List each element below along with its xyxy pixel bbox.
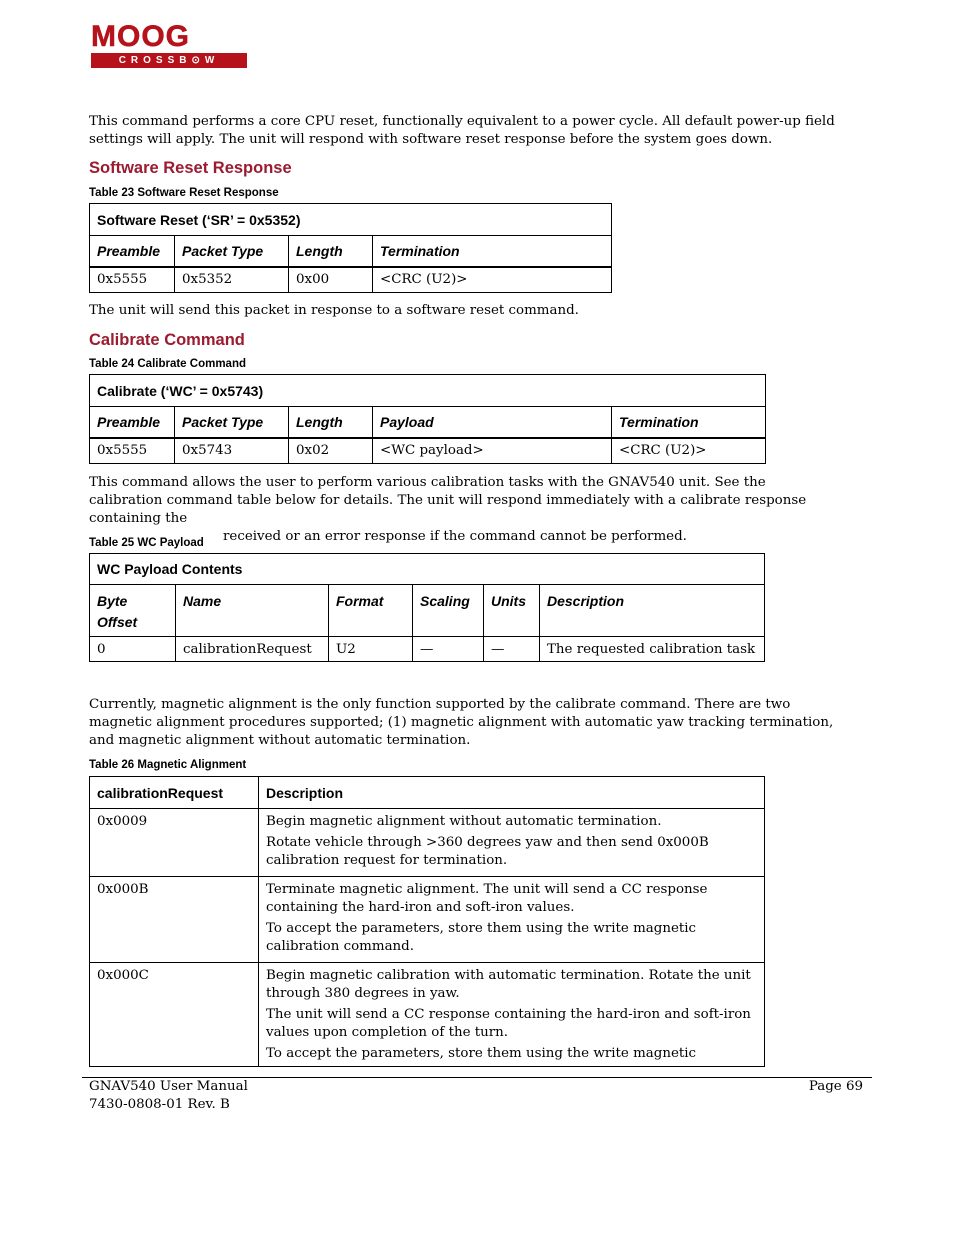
table-cell: 0x00 <box>289 267 373 293</box>
column-header: Preamble <box>90 407 175 438</box>
column-header: Preamble <box>90 236 175 267</box>
table-cell-code: 0x000C <box>90 963 259 1067</box>
sr-after-paragraph: The unit will send this packet in response to a software reset command. <box>89 303 579 318</box>
table-title: WC Payload Contents <box>90 554 765 585</box>
column-header: Length <box>289 407 373 438</box>
logo-subbrand: CROSSB⊙W <box>91 53 247 68</box>
table-cell-description: Terminate magnetic alignment. The unit will send a CC response containing the hard-iron and soft-iron values. To accept the parameters, store them using the write magnetic calibration command. <box>259 877 765 963</box>
column-header: Length <box>289 236 373 267</box>
table-wc-payload <box>89 553 765 662</box>
table-cell: 0x5555 <box>90 438 175 464</box>
logo-wordmark: MOOG <box>91 20 190 53</box>
column-header: Termination <box>373 236 612 267</box>
table-cell-code: 0x0009 <box>90 809 259 877</box>
table-cell: The requested calibration task <box>540 637 765 662</box>
column-header: Description <box>540 585 765 637</box>
table-cell: <CRC (U2)> <box>612 438 766 464</box>
table-title: Calibrate (‘WC’ = 0x5743) <box>90 375 766 407</box>
table-cell-description: Begin magnetic alignment without automatic termination. Rotate vehicle through >360 degrees yaw and then send 0x000B calibration request for termination. <box>259 809 765 877</box>
alignment-paragraph: Currently, magnetic alignment is the only function supported by the calibrate command. There are two magnetic alignment procedures supported; (1) magnetic alignment with automatic yaw tracking termination, and magnetic alignment without automatic termination. <box>89 697 834 748</box>
column-header: Units <box>484 585 540 637</box>
heading-calibrate-command: Calibrate Command <box>89 331 245 349</box>
column-header: calibrationRequest <box>90 777 259 809</box>
column-header: Byte Offset <box>90 585 176 637</box>
table-cell: 0x02 <box>289 438 373 464</box>
table-cell: U2 <box>329 637 413 662</box>
table-row <box>90 963 765 1067</box>
column-header: Packet Type <box>175 236 289 267</box>
table-cell-description: Begin magnetic calibration with automatic termination. Rotate the unit through 380 degrees in yaw. The unit will send a CC response containing the hard-iron and soft-iron values upon completion of the turn. To accept the parameters, store them using the write magnetic <box>259 963 765 1067</box>
table-cell: <CRC (U2)> <box>373 267 612 293</box>
footer-manual-title: GNAV540 User Manual <box>89 1079 248 1094</box>
caption-table-26: Table 26 Magnetic Alignment <box>89 759 247 771</box>
footer-left <box>89 1078 248 1114</box>
table-software-reset <box>89 203 612 293</box>
column-header: Packet Type <box>175 407 289 438</box>
heading-software-reset-response: Software Reset Response <box>89 159 292 177</box>
column-header: Name <box>176 585 329 637</box>
intro-paragraph: This command performs a core CPU reset, functionally equivalent to a power cycle. All default power-up field settings will apply. The unit will respond with software reset response before the system goes down. <box>89 114 835 147</box>
table-row <box>90 809 765 877</box>
column-header: Payload <box>373 407 612 438</box>
footer-page-number: Page 69 <box>808 1079 863 1094</box>
table-cell: — <box>413 637 484 662</box>
table-cell: 0x5352 <box>175 267 289 293</box>
caption-table-25: Table 25 WC Payload <box>89 537 204 549</box>
table-cell: 0x5743 <box>175 438 289 464</box>
table-cell: 0 <box>90 637 176 662</box>
column-header: Termination <box>612 407 766 438</box>
column-header: Format <box>329 585 413 637</box>
table-cell-code: 0x000B <box>90 877 259 963</box>
moog-crossbow-logo <box>91 22 251 70</box>
table-calibrate-command <box>89 374 766 464</box>
column-header: Description <box>259 777 765 809</box>
caption-table-23: Table 23 Software Reset Response <box>89 187 279 199</box>
wc-after-paragraph: This command allows the user to perform various calibration tasks with the GNAV540 unit. See the calibration command table below for details. The unit will respond immediately with a calibrate response containing the received or an error response if the command cannot be performed. <box>89 475 807 544</box>
table-cell: <WC payload> <box>373 438 612 464</box>
table-cell: — <box>484 637 540 662</box>
table-cell: calibrationRequest <box>176 637 329 662</box>
table-row <box>90 877 765 963</box>
caption-table-24: Table 24 Calibrate Command <box>89 358 246 370</box>
table-magnetic-alignment <box>89 776 765 1067</box>
footer-doc-number: 7430-0808-01 Rev. B <box>89 1097 230 1112</box>
table-title: Software Reset (‘SR’ = 0x5352) <box>90 204 612 236</box>
column-header: Scaling <box>413 585 484 637</box>
table-cell: 0x5555 <box>90 267 175 293</box>
